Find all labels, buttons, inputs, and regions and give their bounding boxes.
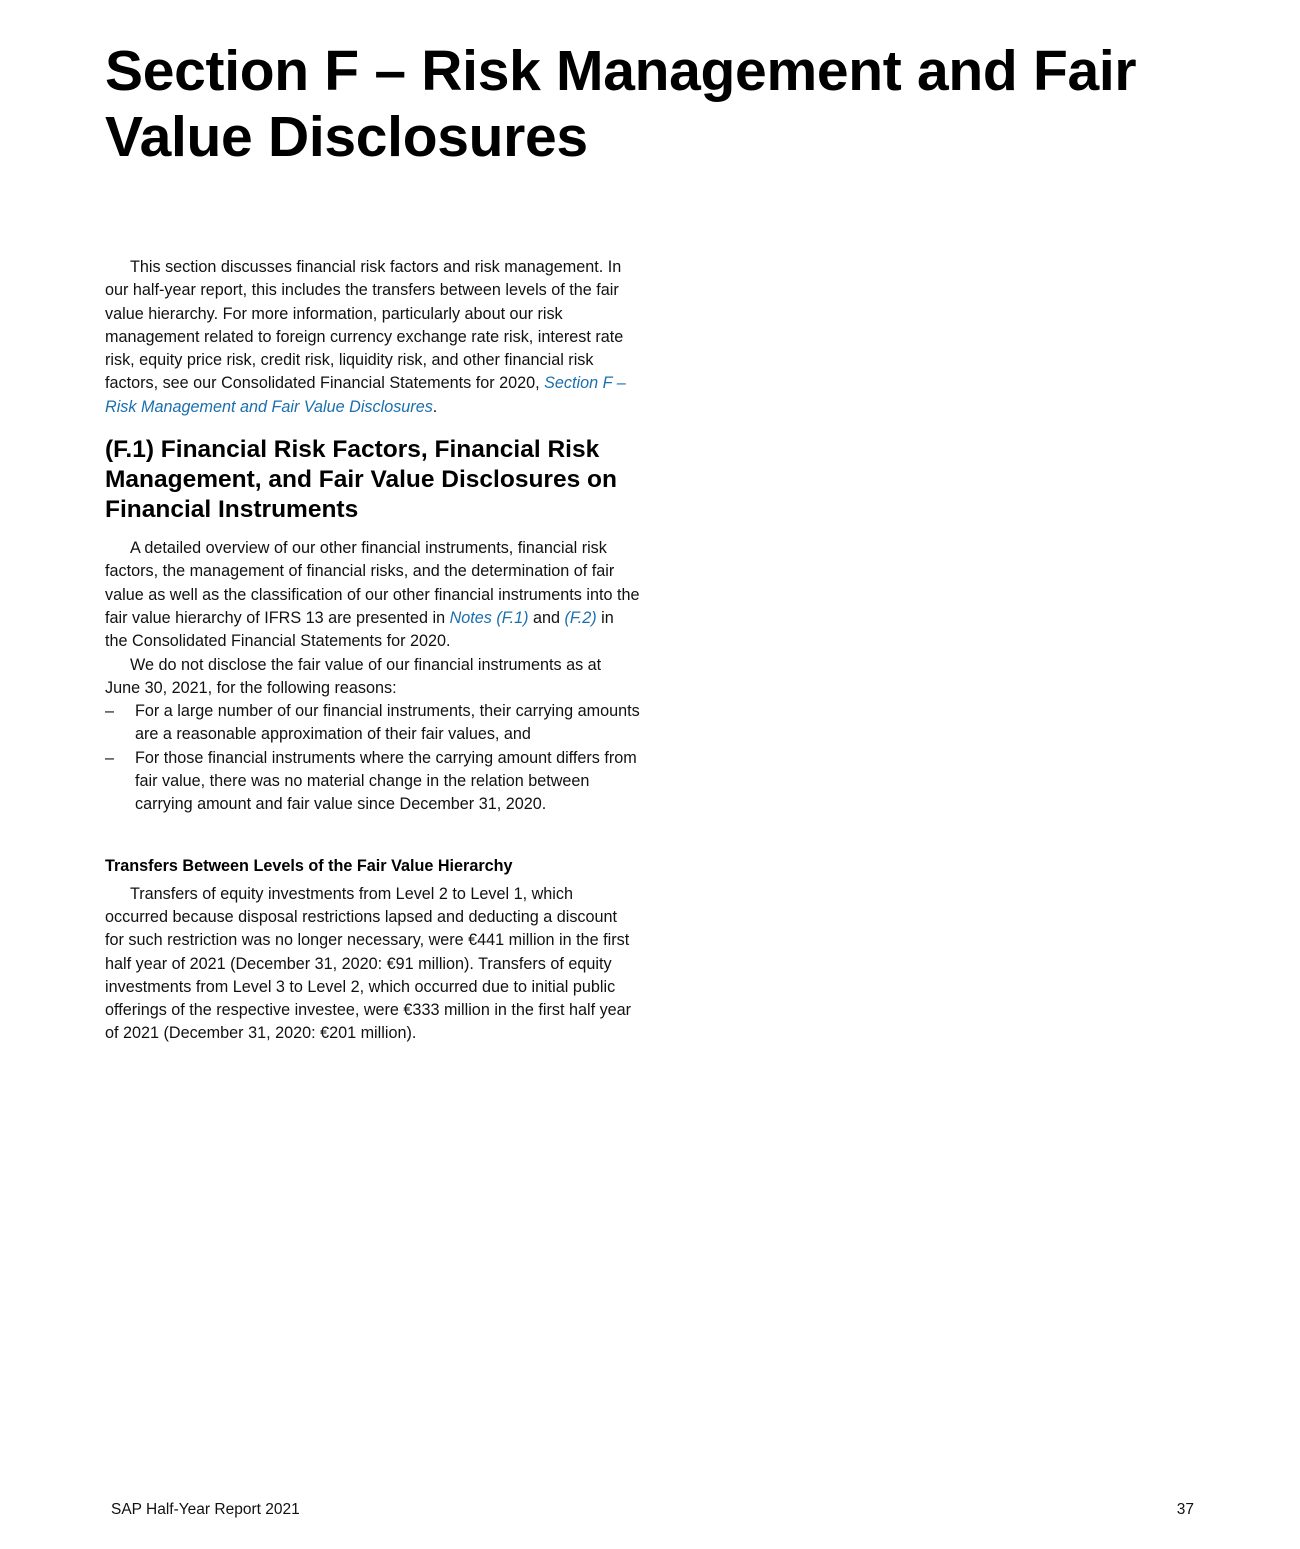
list-item <box>105 700 640 747</box>
intro-paragraph <box>105 256 640 419</box>
f1-overview-text-end: in the Consolidated Financial Statements for 2020. <box>105 608 614 651</box>
f1-paragraph-overview <box>105 537 640 653</box>
intro-text: This section discusses financial risk factors and risk management. In our half-year report, this includes the transfers between levels of the fair value hierarchy. For more information, particularly about our risk management related to foreign currency exchange rate risk, interest rate risk, equity price risk, credit risk, liquidity risk, and other financial risk factors, see our Consolidated Financial Statements for 2020, <box>105 258 624 393</box>
list-item-text: For those financial instruments where the carrying amount differs from fair value, there was no material change in the relation between carrying amount and fair value since December 31, 2020. <box>135 748 637 814</box>
section-f1-heading: (F.1) Financial Risk Factors, Financial Risk Management, and Fair Value Disclosures on Financial Instruments <box>105 436 617 524</box>
intro-text-end: . <box>432 397 438 416</box>
footer-report-name: SAP Half-Year Report 2021 <box>111 1501 300 1518</box>
footer-page-number: 37 <box>1176 1501 1194 1518</box>
transfers-paragraph: Transfers of equity investments from Level 2 to Level 1, which occurred because disposal restrictions lapsed and deducting a discount for such restriction was no longer necessary, were €441 million in the first half year of 2021 (December 31, 2020: €91 million). Transfers of equity investments from Level 3 to Level 2, which occurred due to initial public offerings of the respective investee, were €333 million in the first half year of 2021 (December 31, 2020: €201 million). <box>105 884 632 1043</box>
list-item <box>105 747 640 817</box>
notes-f2-link[interactable]: (F.2) <box>564 608 597 627</box>
page-title: Section F – Risk Management and Fair Value Disclosures <box>105 39 1137 169</box>
f1-overview-text-mid: and <box>528 608 565 627</box>
list-item-text: For a large number of our financial instruments, their carrying amounts are a reasonable approximation of their fair values, and <box>135 702 640 744</box>
notes-f1-link[interactable]: Notes (F.1) <box>449 608 529 627</box>
dash-marker: – <box>105 748 115 767</box>
dash-marker: – <box>105 702 115 721</box>
reasons-list <box>105 700 640 816</box>
f1-paragraph-reasons: We do not disclose the fair value of our financial instruments as at June 30, 2021, for the following reasons: <box>105 655 602 697</box>
f1-overview-text: A detailed overview of our other financial instruments, financial risk factors, the management of financial risks, and the determination of fair value as well as the classification of our other financial instruments into the fair value hierarchy of IFRS 13 are presented in <box>105 539 640 627</box>
main-column <box>105 256 640 1046</box>
transfers-heading: Transfers Between Levels of the Fair Value Hierarchy <box>105 856 513 875</box>
section-f-link[interactable]: Section F – Risk Management and Fair Value Disclosures <box>105 374 626 416</box>
